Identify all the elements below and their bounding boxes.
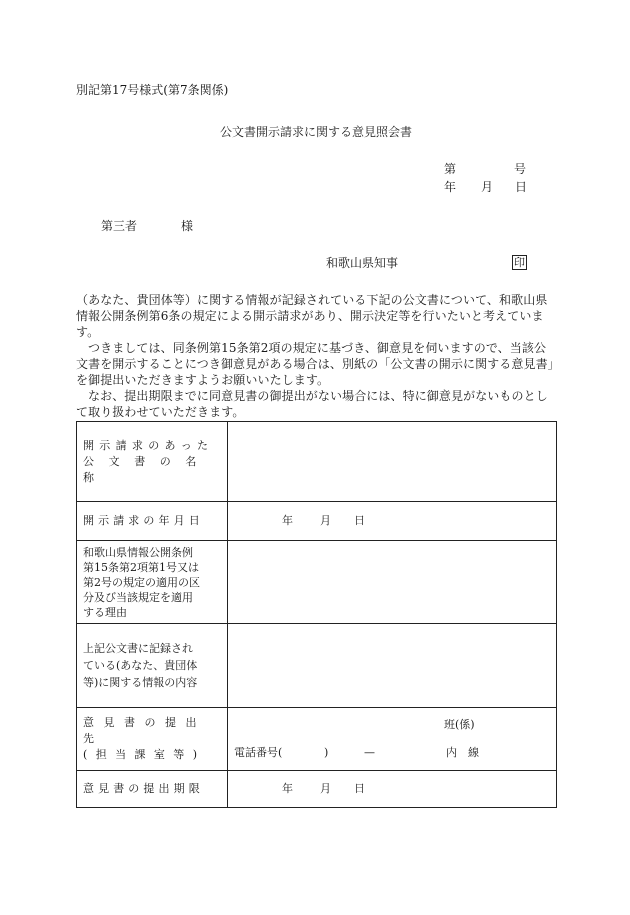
- document-title: 公文書開示請求に関する意見照会書: [220, 125, 413, 139]
- date-year: 年: [444, 180, 457, 194]
- legal-basis-value: [228, 541, 557, 624]
- row-label-submission-deadline: [77, 771, 228, 808]
- destination-tel-label: 電話番号(: [234, 746, 283, 759]
- row6-label: 意見書の提出期限: [83, 782, 204, 795]
- destination-naisen: 内 線: [446, 746, 479, 759]
- row1-line1: 開示請求のあった: [83, 438, 214, 452]
- label-line: [83, 438, 221, 454]
- info-content-value: [228, 624, 557, 708]
- deadline-month: 月: [320, 782, 331, 795]
- body-paragraph-1: （あなた、貴団体等）に関する情報が記録されている下記の公文書について、和歌山県情報公開条例第6条の規定による開示請求があり、開示決定等を行いたいと考えています。: [76, 293, 548, 339]
- table-row: [77, 624, 557, 708]
- row3-line4: 分及び当該規定を適用: [83, 590, 193, 604]
- table-row: [77, 708, 557, 771]
- addressee-label: 第三者: [101, 219, 138, 233]
- row3-line2: 第15条第2項第1号又は: [83, 560, 199, 574]
- date-month: 月: [481, 180, 494, 194]
- destination-dash: —: [364, 746, 375, 759]
- body-text: [76, 292, 554, 420]
- submission-deadline-value: [228, 771, 557, 808]
- deadline-day: 日: [354, 782, 365, 795]
- row4-line3: 等)に関する情報の内容: [83, 676, 198, 689]
- row5-line2: (担当課室等): [83, 748, 206, 761]
- row-label-submission-destination: [77, 708, 228, 771]
- sender-name: 和歌山県知事: [326, 256, 399, 270]
- request-date-day: 日: [354, 514, 365, 527]
- addressee-sama: 様: [181, 219, 194, 233]
- label-line: [83, 454, 221, 486]
- form-number: 別記第17号様式(第7条関係): [76, 83, 229, 97]
- table-row: [77, 771, 557, 808]
- deadline-year: 年: [282, 782, 293, 795]
- row-label-legal-basis: [77, 541, 228, 624]
- body-paragraph-2: つきましては、同条例第15条第2項の規定に基づき、御意見を伺いますので、当該公文書を開示することにつき御意見がある場合は、別紙の「公文書の開示に関する意見書」を御提出いただきますようお願いいたします。: [76, 341, 554, 387]
- row3-line5: する理由: [83, 605, 127, 619]
- row3-line3: 第2号の規定の適用の区: [83, 575, 200, 589]
- destination-tel-close: ): [324, 746, 329, 759]
- row-label-requested-document: [77, 422, 228, 502]
- label-line: [83, 747, 221, 763]
- row5-line1: 意見書の提出先: [83, 716, 206, 745]
- body-paragraph-3: なお、提出期限までに同意見書の御提出がない場合には、特に御意見がないものとして取り扱わせていただきます。: [76, 389, 548, 419]
- row2-label: 開示請求の年月日: [83, 514, 204, 527]
- table-row: [77, 502, 557, 541]
- table-row: [77, 541, 557, 624]
- table-row: [77, 422, 557, 502]
- submission-destination-value: [228, 708, 557, 771]
- info-table: [76, 421, 557, 808]
- seal-mark: 印: [514, 256, 525, 269]
- row3-line1: 和歌山県情報公開条例: [83, 545, 193, 559]
- date-day: 日: [515, 180, 528, 194]
- request-date-value: [228, 502, 557, 541]
- destination-han-kakari: 班(係): [444, 718, 475, 731]
- ref-go: 号: [514, 162, 527, 176]
- request-date-year: 年: [282, 514, 293, 527]
- label-line: [83, 715, 221, 747]
- row4-line2: ている(あなた、貴団体: [83, 659, 198, 672]
- row-label-request-date: [77, 502, 228, 541]
- requested-document-value: [228, 422, 557, 502]
- row-label-info-content: [77, 624, 228, 708]
- row4-line1: 上記公文書に記録され: [83, 642, 193, 655]
- ref-dai: 第: [444, 162, 457, 176]
- row1-line2: 公文書の名称: [83, 454, 211, 484]
- request-date-month: 月: [320, 514, 331, 527]
